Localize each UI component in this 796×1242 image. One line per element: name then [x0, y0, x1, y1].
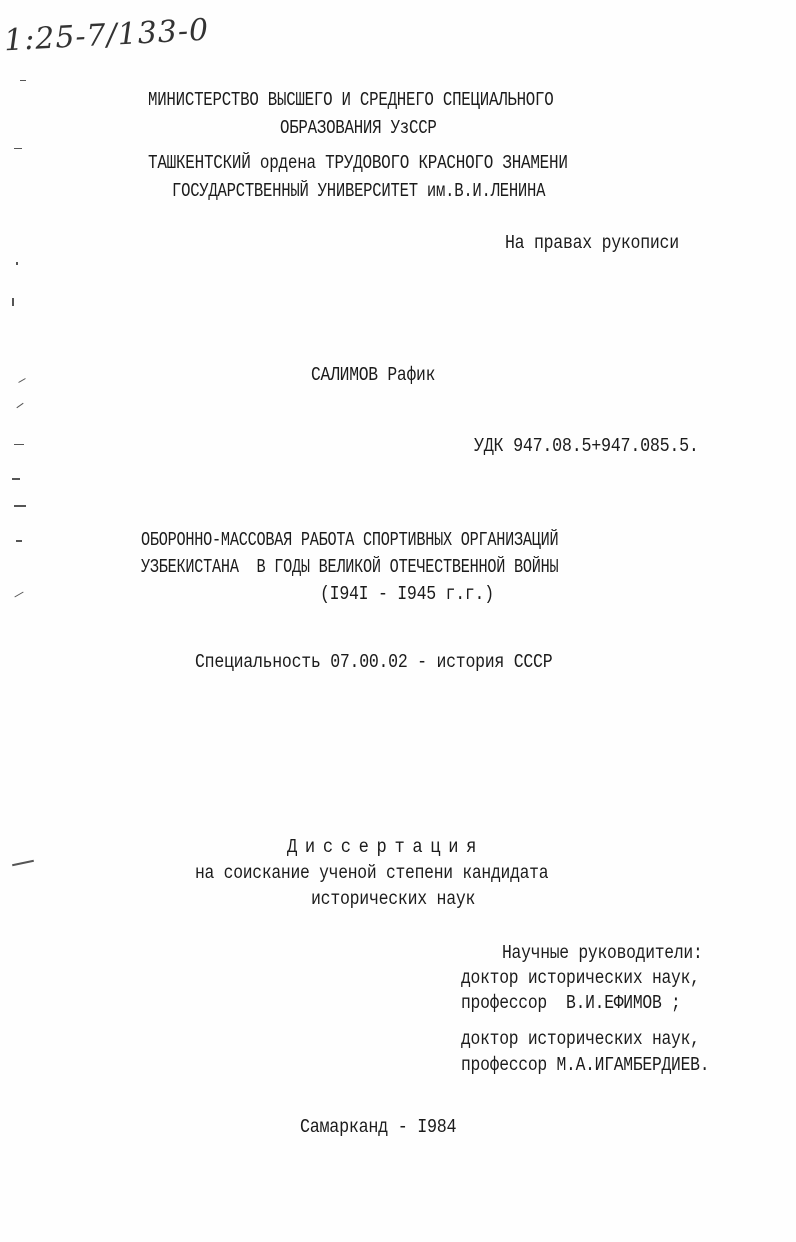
dissertation-heading: Диссертация [287, 836, 485, 858]
supervisors-heading: Научные руководители: [502, 942, 703, 964]
supervisor-1-degree: доктор исторических наук, [461, 967, 700, 989]
handwritten-archive-note: 1:25-7/133-0 [3, 12, 210, 59]
manuscript-rights: На правах рукописи [505, 232, 679, 254]
supervisor-1-name: профессор В.И.ЕФИМОВ ; [461, 992, 681, 1014]
supervisor-2-degree: доктор исторических наук, [461, 1028, 700, 1050]
supervisor-2-name: профессор М.А.ИГАМБЕРДИЕВ. [461, 1054, 710, 1076]
dissertation-field-line: исторических наук [311, 888, 476, 910]
university-line-2: ГОСУДАРСТВЕННЫЙ УНИВЕРСИТЕТ им.В.И.ЛЕНИНА [172, 180, 546, 202]
specialty: Специальность 07.00.02 - история СССР [195, 651, 553, 673]
left-margin-scan-marks [0, 0, 60, 1242]
title-line-1: ОБОРОННО-МАССОВАЯ РАБОТА СПОРТИВНЫХ ОРГАНИЗАЦИЙ [141, 529, 559, 551]
dissertation-degree-line: на соискание ученой степени кандидата [195, 862, 549, 884]
title-line-2: УЗБЕКИСТАНА В ГОДЫ ВЕЛИКОЙ ОТЕЧЕСТВЕННОЙ ВОЙНЫ [141, 556, 559, 578]
udc-code: УДК 947.08.5+947.085.5. [474, 435, 699, 457]
ministry-line-1: МИНИСТЕРСТВО ВЫСШЕГО И СРЕДНЕГО СПЕЦИАЛЬНОГО [148, 89, 554, 111]
author-name: САЛИМОВ Рафик [311, 364, 436, 386]
university-line-1: ТАШКЕНТСКИЙ ордена ТРУДОВОГО КРАСНОГО ЗНАМЕНИ [148, 152, 568, 174]
place-and-year: Самарканд - I984 [300, 1116, 457, 1138]
ministry-line-2: ОБРАЗОВАНИЯ УзССР [280, 117, 437, 139]
title-years: (I94I - I945 г.г.) [320, 583, 494, 605]
